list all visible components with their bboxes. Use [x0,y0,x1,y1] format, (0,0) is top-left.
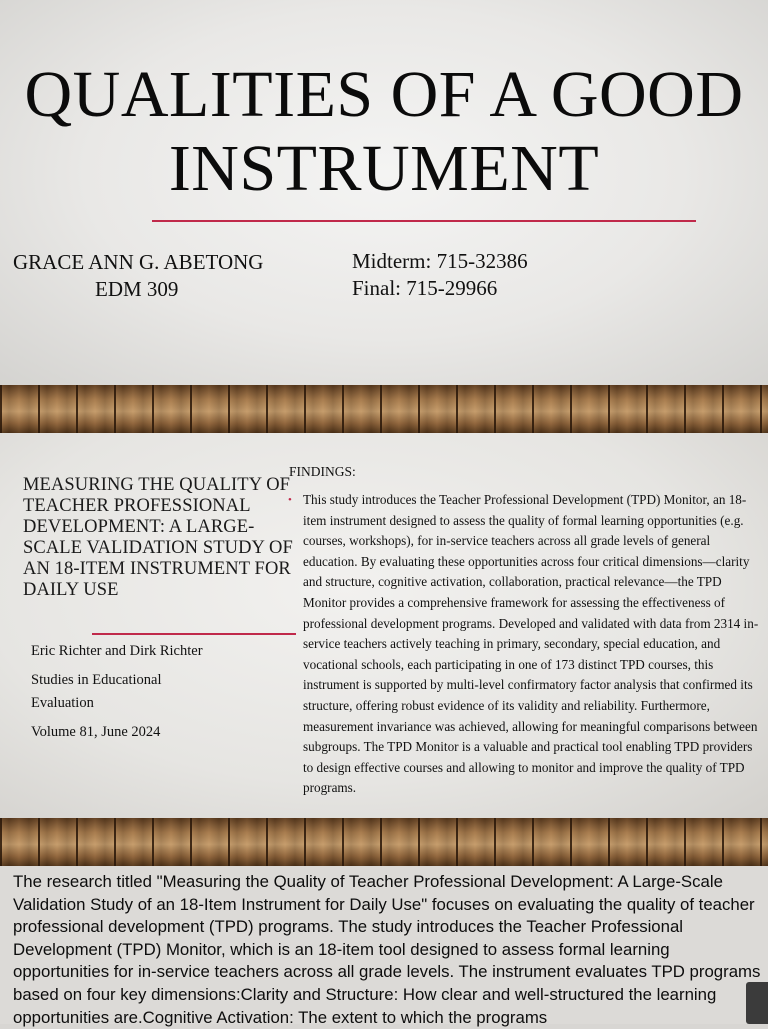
slide-title-line2: INSTRUMENT [168,132,600,205]
wood-divider [0,385,768,433]
exam-codes [352,248,528,302]
findings-text: This study introduces the Teacher Professional Development (TPD) Monitor, an 18-item instrument designed to assess the quality of formal learning opportunities (e.g. courses, workshops), for in-service teachers across all grade levels of general education. By evaluating these opportunities across four critical dimensions—clarity and structure, cognitive activation, collaboration, practical relevance—the TPD Monitor provides a comprehensive framework for assessing the effectiveness of professional development programs. Developed and validated with data from 2314 in-service teachers actively teaching in primary, secondary, special education, and vocational schools, each participating in one of 173 distinct TPD courses, this instrument is supported by multi-level confirmatory factor analysis that confirmed its structure, offering robust evidence of its validity and reliability. Furthermore, measurement invariance was achieved, allowing for meaningful comparisons between subgroups. The TPD Monitor is a valuable and practical tool enabling TPD providers to design effective courses and allowing to monitor and improve the quality of TPD programs. [303,492,759,796]
slide-title-line1: QUALITIES OF A GOOD [24,58,744,131]
article-reference [31,638,271,746]
final-code: Final: 715-29966 [352,276,498,300]
article-slide [0,433,768,818]
author-name: GRACE ANN G. ABETONG [13,250,264,274]
journal-name-line1: Studies in Educational [31,672,162,688]
article-title: MEASURING THE QUALITY OF TEACHER PROFESSIONAL DEVELOPMENT: A LARGE-SCALE VALIDATION STUDY OF AN 18-ITEM INSTRUMENT FOR DAILY USE [23,475,293,600]
scrollbar-thumb[interactable] [746,982,768,1024]
volume-info: Volume 81, June 2024 [31,724,161,740]
title-slide [0,0,768,385]
bullet-icon: • [288,494,292,506]
wood-divider [0,818,768,866]
summary-text: The research titled "Measuring the Quality of Teacher Professional Development: A Large-Scale Validation Study of an 18-Item Instrument for Daily Use" focuses on evaluating the quality of teacher professional development (TPD) programs. The study introduces the Teacher Professional Development (TPD) Monitor, which is an 18-item tool designed to assess formal learning opportunities for in-service teachers across all grade levels. The instrument evaluates TPD programs based on four key dimensions:Clarity and Structure: How clear and well-structured the learning opportunities are.Cognitive Activation: The extent to which the programs [13,872,761,1027]
journal-name-line2: Evaluation [31,695,94,711]
midterm-code: Midterm: 715-32386 [352,249,528,273]
article-divider [92,633,296,635]
title-divider [152,220,696,222]
author-block [13,249,263,303]
slide-title [0,58,768,206]
course-code: EDM 309 [95,277,179,301]
findings-heading: FINDINGS: [289,464,356,479]
article-authors: Eric Richter and Dirk Richter [31,643,203,659]
journal-name [31,669,271,715]
